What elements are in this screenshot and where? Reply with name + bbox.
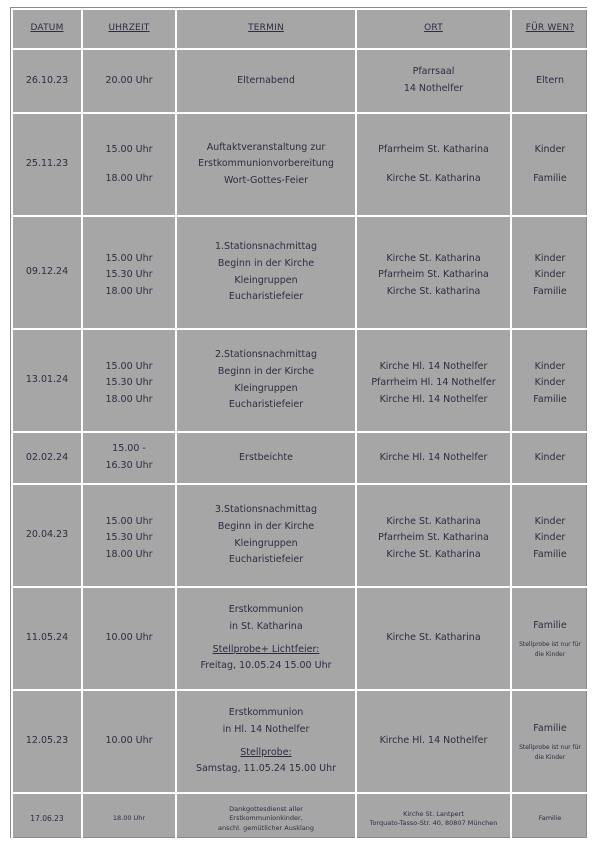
audience-line: Familie bbox=[533, 393, 567, 405]
event-line: Erstkommunion bbox=[228, 604, 304, 616]
date-cell: 11.05.24 bbox=[12, 587, 82, 690]
location-cell bbox=[356, 329, 511, 432]
location-line: Pfarrsaal bbox=[412, 66, 455, 78]
time-cell bbox=[82, 587, 176, 690]
header-fuer-wen: FÜR WEN? bbox=[511, 9, 589, 49]
audience-line: Familie bbox=[533, 285, 567, 297]
table-row bbox=[12, 113, 589, 216]
schedule-sheet bbox=[10, 7, 587, 838]
event-line: in St. Katharina bbox=[229, 620, 303, 632]
location-line: Kirche St. katharina bbox=[386, 285, 481, 297]
time-line: 15.30 Uhr bbox=[105, 269, 153, 281]
time-line: 15.00 Uhr bbox=[105, 143, 153, 155]
event-cell bbox=[176, 793, 356, 845]
time-line: 15.30 Uhr bbox=[105, 532, 153, 544]
rehearsal-date: Freitag, 10.05.24 15.00 Uhr bbox=[200, 660, 332, 672]
time-line: 15.30 Uhr bbox=[105, 377, 153, 389]
audience-line: Familie bbox=[533, 722, 567, 734]
date-cell: 12.05.23 bbox=[12, 690, 82, 793]
time-cell bbox=[82, 690, 176, 793]
event-cell bbox=[176, 113, 356, 216]
audience-cell bbox=[511, 432, 589, 484]
event-line: 1.Stationsnachmittag bbox=[214, 241, 318, 253]
location-cell bbox=[356, 432, 511, 484]
location-line: Pfarrheim St. Katharina bbox=[378, 532, 489, 544]
time-line: 15.00 Uhr bbox=[105, 252, 153, 264]
table-row bbox=[12, 793, 589, 845]
event-line: Wort-Gottes-Feier bbox=[223, 174, 309, 186]
location-line: Kirche St. Katharina bbox=[386, 252, 481, 264]
audience-cell bbox=[511, 484, 589, 587]
location-line: Kirche St. Lantpert bbox=[403, 809, 464, 818]
time-cell bbox=[82, 113, 176, 216]
event-line: Erstkommunionvorbereitung bbox=[198, 158, 334, 170]
header-row bbox=[12, 9, 589, 49]
time-line: 15.00 Uhr bbox=[105, 360, 153, 372]
location-line: Torquato-Tasso-Str. 40, 80807 München bbox=[369, 819, 498, 827]
audience-note: Stellprobe ist nur für die Kinder bbox=[519, 641, 581, 658]
table-row bbox=[12, 690, 589, 793]
event-line: anschl. gemütlicher Ausklang bbox=[217, 823, 315, 832]
header-termin: TERMIN bbox=[176, 9, 356, 49]
event-line: Beginn in der Kirche bbox=[217, 257, 315, 269]
location-cell bbox=[356, 49, 511, 113]
rehearsal-label: Stellprobe: bbox=[240, 746, 292, 758]
audience-cell bbox=[511, 113, 589, 216]
event-line: Kleingruppen bbox=[234, 537, 298, 549]
time-line: 18.00 Uhr bbox=[105, 393, 153, 405]
time-line: 10.00 Uhr bbox=[105, 735, 153, 747]
time-cell bbox=[82, 432, 176, 484]
date-cell: 13.01.24 bbox=[12, 329, 82, 432]
time-cell bbox=[82, 329, 176, 432]
time-line: 15.00 - bbox=[112, 443, 146, 455]
location-line: Kirche Hl. 14 Nothelfer bbox=[379, 360, 488, 372]
header-datum: DATUM bbox=[12, 9, 82, 49]
audience-cell bbox=[511, 49, 589, 113]
location-line: Kirche Hl. 14 Nothelfer bbox=[379, 451, 488, 463]
audience-line: Familie bbox=[533, 172, 567, 184]
table-row bbox=[12, 216, 589, 329]
audience-line: Kinder bbox=[534, 269, 566, 281]
location-cell bbox=[356, 793, 511, 845]
audience-line: Kinder bbox=[534, 143, 566, 155]
event-cell bbox=[176, 432, 356, 484]
time-line: 18.00 Uhr bbox=[112, 814, 146, 823]
event-cell bbox=[176, 484, 356, 587]
date-cell: 02.02.24 bbox=[12, 432, 82, 484]
header-uhrzeit: UHRZEIT bbox=[82, 9, 176, 49]
time-cell bbox=[82, 49, 176, 113]
audience-line: Familie bbox=[533, 619, 567, 631]
location-cell bbox=[356, 484, 511, 587]
event-line: Erstkommunion bbox=[228, 707, 304, 719]
event-line: Kleingruppen bbox=[234, 382, 298, 394]
date-cell: 26.10.23 bbox=[12, 49, 82, 113]
event-line: Beginn in der Kirche bbox=[217, 365, 315, 377]
event-cell bbox=[176, 587, 356, 690]
event-cell bbox=[176, 49, 356, 113]
time-line: 18.00 Uhr bbox=[105, 172, 153, 184]
time-line: 20.00 Uhr bbox=[105, 74, 153, 86]
audience-note: Stellprobe ist nur für die Kinder bbox=[519, 744, 581, 761]
event-line: 3.Stationsnachmittag bbox=[214, 504, 318, 516]
location-line: Pfarrheim St. Katharina bbox=[378, 143, 489, 155]
location-line: Kirche St. Katharina bbox=[386, 548, 481, 560]
table-row bbox=[12, 329, 589, 432]
audience-cell bbox=[511, 587, 589, 690]
audience-cell bbox=[511, 216, 589, 329]
date-cell: 25.11.23 bbox=[12, 113, 82, 216]
event-line: Eucharistiefeier bbox=[228, 399, 304, 411]
location-cell bbox=[356, 113, 511, 216]
time-line: 18.00 Uhr bbox=[105, 548, 153, 560]
time-cell bbox=[82, 793, 176, 845]
audience-line: Kinder bbox=[534, 532, 566, 544]
location-line: 14 Nothelfer bbox=[403, 83, 464, 94]
event-cell bbox=[176, 690, 356, 793]
audience-cell bbox=[511, 690, 589, 793]
event-cell bbox=[176, 329, 356, 432]
audience-cell bbox=[511, 793, 589, 845]
audience-cell bbox=[511, 329, 589, 432]
location-cell bbox=[356, 216, 511, 329]
location-cell bbox=[356, 587, 511, 690]
event-line: Dankgottesdienst aller bbox=[229, 805, 303, 814]
time-line: 10.00 Uhr bbox=[105, 632, 153, 644]
event-line: Auftaktveranstaltung zur bbox=[206, 141, 326, 153]
event-line: Eucharistiefeier bbox=[228, 554, 304, 566]
location-line: Kirche St. Katharina bbox=[386, 632, 481, 644]
location-line: Kirche St. Katharina bbox=[386, 515, 481, 527]
time-cell bbox=[82, 484, 176, 587]
location-line: Pfarrheim Hl. 14 Nothelfer bbox=[371, 377, 496, 389]
rehearsal-label: Stellprobe+ Lichtfeier: bbox=[212, 643, 320, 655]
event-line: Erstbeichte bbox=[239, 451, 293, 463]
audience-line: Familie bbox=[538, 814, 562, 823]
rehearsal-date: Samstag, 11.05.24 15.00 Uhr bbox=[195, 763, 337, 775]
audience-line: Kinder bbox=[534, 360, 566, 372]
schedule-table bbox=[11, 8, 590, 846]
event-line: Beginn in der Kirche bbox=[217, 520, 315, 532]
location-line: Pfarrheim St. Katharina bbox=[378, 269, 489, 281]
date-cell: 17.06.23 bbox=[12, 793, 82, 845]
event-cell bbox=[176, 216, 356, 329]
location-line: Kirche Hl. 14 Nothelfer bbox=[379, 735, 488, 747]
time-cell bbox=[82, 216, 176, 329]
event-line: Kleingruppen bbox=[234, 274, 298, 286]
date-cell: 09.12.24 bbox=[12, 216, 82, 329]
time-line: 15.00 Uhr bbox=[105, 515, 153, 527]
event-line: in Hl. 14 Nothelfer bbox=[222, 723, 310, 735]
audience-line: Kinder bbox=[534, 451, 566, 463]
table-row bbox=[12, 49, 589, 113]
audience-line: Kinder bbox=[534, 515, 566, 527]
event-line: Elternabend bbox=[237, 74, 295, 86]
date-cell: 20.04.23 bbox=[12, 484, 82, 587]
audience-line: Kinder bbox=[534, 252, 566, 264]
audience-line: Familie bbox=[533, 548, 567, 560]
event-line: 2.Stationsnachmittag bbox=[214, 349, 318, 361]
table-row bbox=[12, 484, 589, 587]
event-line: Eucharistiefeier bbox=[228, 291, 304, 303]
location-cell bbox=[356, 690, 511, 793]
header-ort: ORT bbox=[356, 9, 511, 49]
audience-line: Kinder bbox=[534, 377, 566, 389]
time-line: 18.00 Uhr bbox=[105, 285, 153, 297]
time-line: 16.30 Uhr bbox=[105, 460, 153, 471]
table-row bbox=[12, 432, 589, 484]
table-row bbox=[12, 587, 589, 690]
location-line: Kirche St. Katharina bbox=[386, 172, 481, 184]
location-line: Kirche Hl. 14 Nothelfer bbox=[379, 393, 488, 405]
audience-line: Eltern bbox=[536, 74, 564, 86]
event-line: Erstkommunionkinder, bbox=[229, 814, 303, 823]
